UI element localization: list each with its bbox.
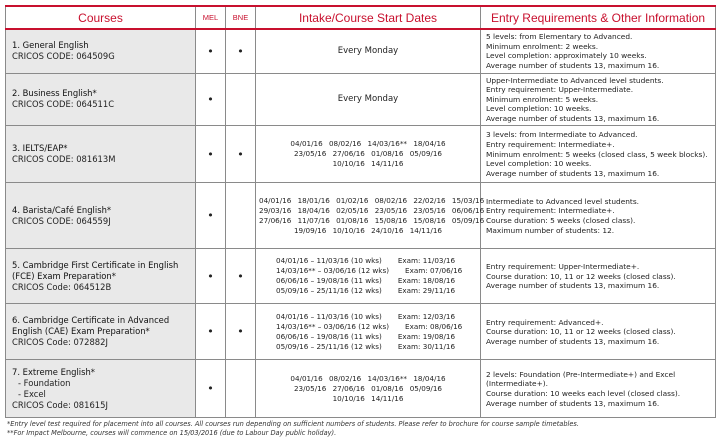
exam-line [276, 342, 477, 352]
course-range: 06/06/16 – 19/08/16 (11 wks) [276, 331, 382, 341]
start-date: 14/11/16 [371, 159, 404, 169]
exam-date: Exam: 07/06/16 [405, 266, 463, 276]
start-dates-text: Every Monday [337, 46, 399, 57]
info-line: Minimum enrolment: 2 weeks. [486, 41, 599, 51]
header-bne: BNE [226, 6, 256, 29]
exam-line [276, 276, 477, 286]
entry-info [481, 73, 716, 126]
exam-line [276, 266, 477, 276]
date-line [259, 374, 477, 384]
start-date: 23/05/16 [293, 149, 327, 159]
start-date: 04/01/16 [290, 139, 323, 149]
info-line: Entry requirement: Upper-Intermediate+. [486, 262, 640, 272]
start-date: 18/04/16 [413, 139, 446, 149]
info-line: 3 levels: from Intermediate to Advanced. [486, 130, 638, 140]
mel-indicator: • [196, 249, 226, 304]
start-date: 29/03/16 [259, 205, 292, 215]
start-date: 18/04/16 [413, 373, 446, 383]
start-dates [256, 73, 481, 126]
date-line [259, 195, 485, 206]
start-date: 14/11/16 [371, 393, 404, 403]
cricos-code: CRICOS Code: 081615J [12, 399, 108, 410]
course-range: 05/09/16 – 25/11/16 (12 wks) [276, 341, 382, 351]
date-line [259, 149, 477, 159]
table-row [6, 126, 716, 183]
start-date: 01/08/16 [371, 149, 404, 159]
bne-indicator: • [226, 304, 256, 360]
course-cell [6, 360, 196, 418]
course-name: 6. Cambridge Certificate in Advanced English (CAE) Exam Preparation* [12, 315, 170, 337]
bne-indicator [226, 73, 256, 126]
start-date: 10/10/16 [332, 159, 365, 169]
start-date: 27/06/16 [332, 149, 365, 159]
table-row [6, 183, 716, 249]
info-line: Average number of students 13, maximum 16. [486, 336, 660, 346]
course-cell [6, 73, 196, 126]
mel-indicator: • [196, 126, 226, 183]
course-name: 4. Barista/Café English* [12, 204, 112, 215]
exam-line [276, 256, 477, 266]
exam-line [276, 322, 477, 332]
info-line: Course duration: 10 weeks each level (closed class). [486, 388, 681, 398]
info-line: Course duration: 10, 11 or 12 weeks (closed class). [486, 271, 676, 281]
cricos-code: CRICOS CODE: 064509G [12, 51, 115, 62]
start-date: 23/05/16 [374, 205, 408, 215]
exam-line [276, 332, 477, 342]
cricos-code: CRICOS Code: 072882J [12, 337, 108, 348]
info-line: Average number of students 13, maximum 16. [486, 398, 660, 408]
info-line: Average number of students 13, maximum 16. [486, 281, 660, 291]
info-line: Level completion: 10 weeks. [486, 104, 592, 114]
entry-info [481, 304, 716, 360]
course-name: 7. Extreme English* [12, 366, 95, 377]
info-line: Minimum enrolment: 5 weeks. [486, 94, 599, 104]
start-date: 14/03/16** [367, 373, 408, 383]
start-date: 05/09/16 [409, 149, 442, 159]
table-row [6, 360, 716, 418]
start-date: 18/01/16 [297, 195, 330, 205]
start-date: 14/03/16** [367, 139, 408, 149]
bne-indicator [226, 360, 256, 418]
start-date: 08/02/16 [374, 195, 408, 205]
cricos-code: CRICOS CODE: 064511C [12, 99, 115, 110]
start-date: 23/05/16 [413, 205, 446, 215]
header-dates: Intake/Course Start Dates [256, 6, 481, 29]
table-row [6, 249, 716, 304]
info-line: Level completion: 10 weeks. [486, 159, 592, 169]
course-name: 1. General English [12, 40, 89, 51]
start-date: 15/08/16 [413, 215, 446, 225]
start-date: 08/02/16 [328, 373, 362, 383]
info-line: Entry requirement: Upper-Intermediate. [486, 85, 634, 95]
start-dates [256, 304, 481, 360]
exam-line [276, 312, 477, 322]
date-line [259, 226, 477, 236]
start-date: 27/06/16 [259, 215, 292, 225]
start-date: 01/02/16 [336, 195, 369, 205]
exam-date: Exam: 19/08/16 [397, 331, 456, 341]
start-date: 27/06/16 [332, 383, 365, 393]
cricos-code: CRICOS CODE: 064559J [12, 215, 111, 226]
date-line [259, 384, 477, 394]
start-date: 14/11/16 [409, 225, 442, 235]
exam-date: Exam: 30/11/16 [397, 341, 456, 351]
header-info: Entry Requirements & Other Information [481, 6, 716, 29]
mel-indicator: • [196, 360, 226, 418]
course-range: 05/09/16 – 25/11/16 (12 wks) [276, 286, 382, 296]
course-range: 04/01/16 – 11/03/16 (10 wks) [276, 256, 382, 266]
start-date: 01/08/16 [371, 383, 404, 393]
mel-indicator: • [196, 29, 226, 73]
start-date: 24/10/16 [371, 225, 404, 235]
start-dates [256, 249, 481, 304]
start-date: 02/05/16 [336, 205, 369, 215]
start-date: 10/10/16 [332, 393, 365, 403]
start-date: 10/10/16 [332, 225, 365, 235]
entry-info [481, 183, 716, 249]
info-line: Upper-Intermediate to Advanced level students. [486, 75, 664, 85]
start-date: 15/08/16 [374, 215, 408, 225]
info-line: 2 levels: Foundation (Pre-Intermediate+) and Excel (Intermediate+). [486, 369, 676, 389]
course-level: - Foundation [18, 377, 71, 388]
bne-indicator: • [226, 29, 256, 73]
start-date: 01/08/16 [336, 215, 369, 225]
start-date: 05/09/16 [409, 383, 442, 393]
start-dates-text: Every Monday [337, 94, 399, 105]
mel-indicator: • [196, 304, 226, 360]
footnotes [5, 420, 715, 438]
start-date: 22/02/16 [413, 195, 446, 205]
exam-line [276, 286, 477, 296]
exam-date: Exam: 12/03/16 [397, 311, 456, 321]
course-range: 14/03/16** – 03/06/16 (12 wks) [276, 266, 390, 276]
start-date: 19/09/16 [293, 225, 327, 235]
start-date: 04/01/16 [290, 373, 323, 383]
course-cell [6, 126, 196, 183]
date-line [259, 139, 477, 149]
info-line: Course duration: 5 weeks (closed class). [486, 215, 636, 225]
date-line [259, 215, 485, 226]
info-line: Entry requirement: Advanced+. [486, 317, 604, 327]
info-line: Average number of students 13, maximum 16. [486, 113, 660, 123]
cricos-code: CRICOS Code: 064512B [12, 281, 112, 292]
start-date: 06/06/16 [451, 205, 485, 215]
bne-indicator: • [226, 126, 256, 183]
mel-indicator: • [196, 73, 226, 126]
table-row [6, 73, 716, 126]
exam-date: Exam: 29/11/16 [397, 286, 456, 296]
course-level: - Excel [18, 388, 46, 399]
table-row [6, 29, 716, 73]
start-date: 15/03/16 [451, 195, 485, 205]
date-line [259, 394, 477, 404]
start-date: 08/02/16 [328, 139, 362, 149]
info-line: Intermediate to Advanced level students. [486, 196, 640, 206]
info-line: Level completion: approximately 10 weeks. [486, 51, 647, 61]
info-line: Maximum number of students: 12. [486, 225, 615, 235]
info-line: Entry requirement: Intermediate+. [486, 206, 615, 216]
bne-indicator: • [226, 249, 256, 304]
info-line: 5 levels: from Elementary to Advanced. [486, 32, 633, 42]
start-date: 23/05/16 [293, 383, 327, 393]
header-courses: Courses [6, 6, 196, 29]
start-dates [256, 183, 485, 249]
course-schedule [5, 5, 715, 438]
date-line [259, 205, 485, 216]
course-name: 3. IELTS/EAP* [12, 143, 68, 154]
exam-date: Exam: 18/08/16 [397, 276, 456, 286]
header-row [6, 6, 716, 29]
info-line: Average number of students 13, maximum 16. [486, 168, 660, 178]
info-line: Entry requirement: Intermediate+. [486, 140, 615, 150]
entry-info [481, 29, 716, 73]
info-line: Course duration: 10, 11 or 12 weeks (closed class). [486, 327, 676, 337]
course-cell [6, 183, 196, 249]
footnote: *Entry level test required for placement into all courses. All courses run depending on sufficient numbers of students. Please refer to brochure for course sample timetables. [7, 420, 579, 429]
entry-info [481, 126, 716, 183]
info-line: Minimum enrolment: 5 weeks (closed class, 5 week blocks). [486, 149, 708, 159]
course-cell [6, 249, 196, 304]
course-name: 2. Business English* [12, 88, 97, 99]
footnote: **For Impact Melbourne, courses will commence on 15/03/2016 (due to Labour Day public holiday). [7, 429, 337, 438]
start-date: 05/09/16 [451, 215, 485, 225]
start-date: 11/07/16 [297, 215, 330, 225]
course-range: 06/06/16 – 19/08/16 (11 wks) [276, 276, 382, 286]
start-dates [256, 126, 481, 183]
table-row [6, 304, 716, 360]
start-date: 18/04/16 [297, 205, 330, 215]
mel-indicator: • [196, 183, 226, 249]
exam-date: Exam: 08/06/16 [405, 321, 463, 331]
info-line: Average number of students 13, maximum 16. [486, 60, 660, 70]
course-name: 5. Cambridge First Certificate in English (FCE) Exam Preparation* [12, 259, 179, 281]
start-date: 04/01/16 [259, 195, 292, 205]
cricos-code: CRICOS CODE: 081613M [12, 154, 116, 165]
course-range: 14/03/16** – 03/06/16 (12 wks) [276, 321, 390, 331]
entry-info [481, 360, 716, 418]
course-cell [6, 304, 196, 360]
entry-info [481, 249, 716, 304]
course-cell [6, 29, 196, 73]
start-dates [256, 360, 481, 418]
course-range: 04/01/16 – 11/03/16 (10 wks) [276, 311, 382, 321]
exam-date: Exam: 11/03/16 [397, 256, 456, 266]
start-dates [256, 29, 481, 73]
bne-indicator [226, 183, 256, 249]
course-table [5, 5, 716, 418]
header-mel: MEL [196, 6, 226, 29]
date-line [259, 159, 477, 169]
